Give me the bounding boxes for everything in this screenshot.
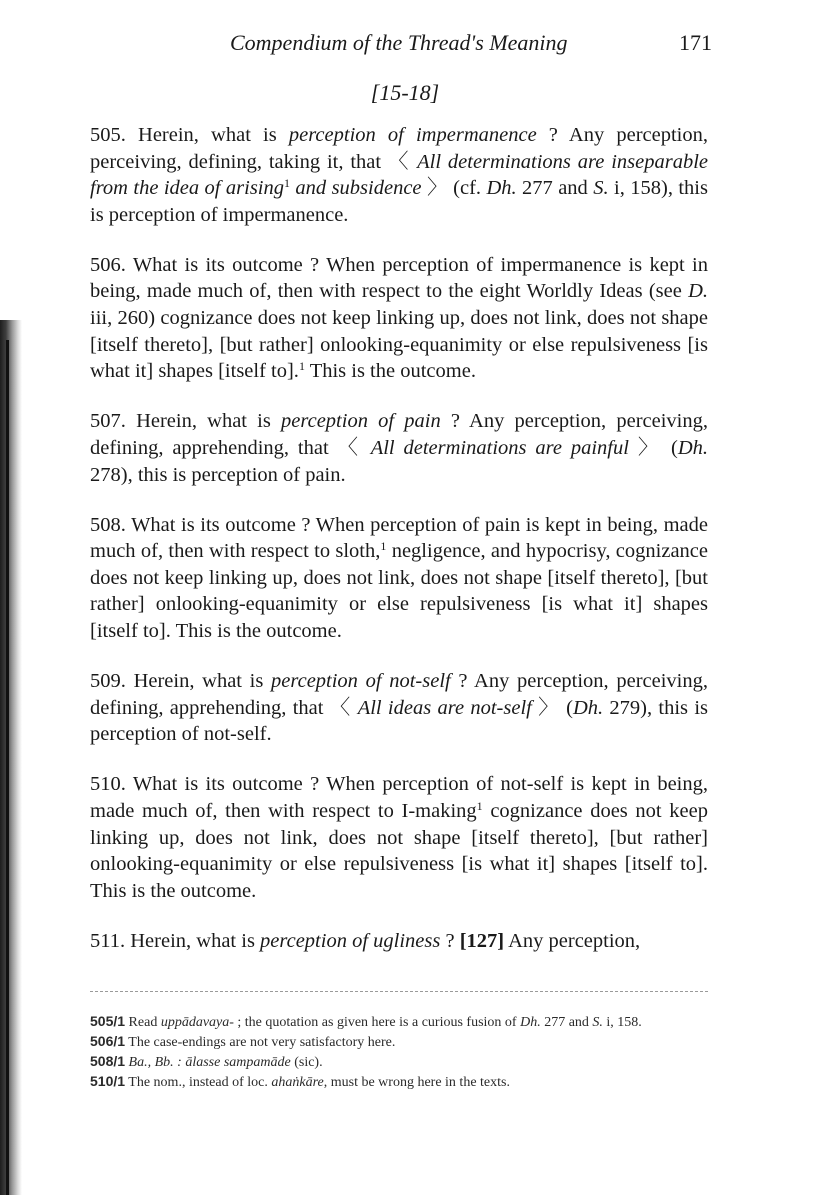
text-reference: D. bbox=[688, 280, 708, 303]
footnote-label: 505/1 bbox=[90, 1013, 126, 1029]
italic-quote: All determinations are inseparable from the idea of arising bbox=[90, 150, 709, 200]
paragraph-511 bbox=[90, 928, 708, 955]
text-run: What is its outcome ? When perception of not-self is kept in being, made much of, then with respect to I-making bbox=[90, 773, 708, 822]
text-run: 277 and bbox=[516, 177, 594, 200]
text-run: Any perception, bbox=[504, 929, 641, 952]
text-reference: Dh. bbox=[677, 436, 708, 459]
text-run: What is its outcome ? When perception of impermanence is kept in being, made much of, then with respect to the eight Worldly Ideas (see bbox=[90, 253, 708, 303]
text-run: 〉 ( bbox=[628, 436, 678, 459]
text-run: 277 and bbox=[540, 1015, 593, 1030]
italic-term: perception of pain bbox=[281, 410, 441, 433]
text-reference: S. bbox=[592, 1015, 603, 1030]
text-run: cognizance does not keep linking up, does not link, does not shape [itself thereto], [but rather] onlooking-equanimity or else repulsiveness [is what it] shapes [itself to]. This is the outcome. bbox=[90, 799, 708, 902]
footnote-marker: 1 bbox=[476, 798, 483, 813]
paragraph-number: 511. bbox=[90, 929, 126, 952]
paragraph-number: 505. bbox=[90, 124, 126, 146]
footnote-marker: 1 bbox=[380, 539, 387, 554]
page-number: 171 bbox=[679, 30, 712, 55]
footnotes bbox=[90, 1012, 708, 1092]
text-run: Herein, what is bbox=[133, 670, 272, 693]
paragraph-509 bbox=[90, 668, 708, 748]
paragraph-number: 510. bbox=[90, 773, 126, 796]
binding-shadow bbox=[0, 320, 22, 1195]
text-run: Herein, what is bbox=[138, 124, 289, 146]
page-header bbox=[230, 30, 712, 60]
text-run: ? Any perception, perceiving, defining, apprehending, that 〈 bbox=[90, 410, 709, 459]
text-reference: S. bbox=[593, 177, 609, 200]
italic-term: perception of ugliness bbox=[260, 929, 441, 952]
italic-quote: and subsidence bbox=[290, 177, 422, 200]
text-run: ? Any perception, perceiving, defining, taking it, that 〈 bbox=[90, 124, 709, 173]
italic-term: perception of not-self bbox=[271, 670, 451, 693]
footnote-510-1 bbox=[90, 1072, 708, 1092]
footnote-506-1 bbox=[90, 1032, 708, 1052]
footnote-label: 510/1 bbox=[90, 1073, 126, 1089]
text-run: (sic). bbox=[290, 1055, 323, 1070]
text-run: 279), this is perception of not-self. bbox=[90, 696, 708, 746]
text-run: 278), this is perception of pain. bbox=[90, 463, 346, 486]
paragraph-505 bbox=[90, 122, 708, 228]
text-run: What is its outcome ? When perception of pain is kept in being, made much of, then with respect to sloth, bbox=[90, 513, 708, 563]
section-range: [15-18] bbox=[370, 80, 440, 105]
paragraph-number: 506. bbox=[90, 253, 126, 276]
footnote-505-1 bbox=[90, 1012, 708, 1032]
paragraph-510 bbox=[90, 771, 708, 904]
text-run: 〉 ( bbox=[531, 696, 573, 719]
italic-term: uppādavaya- bbox=[160, 1015, 234, 1030]
footnote-508-1 bbox=[90, 1052, 708, 1072]
text-run: The case-endings are not very satisfactory here. bbox=[125, 1035, 396, 1050]
text-run: , must be wrong here in the texts. bbox=[323, 1075, 510, 1090]
footnote-label: 508/1 bbox=[90, 1053, 126, 1069]
paragraph-number: 509. bbox=[90, 670, 126, 693]
text-reference: Dh. bbox=[520, 1015, 541, 1030]
running-title: Compendium of the Thread's Meaning bbox=[230, 30, 568, 55]
text-run: ? Any perception, perceiving, defining, apprehending, that 〈 bbox=[90, 670, 709, 719]
italic-quote: All ideas are not-self bbox=[357, 696, 532, 719]
italic-quote: All determinations are painful bbox=[370, 436, 629, 459]
paragraph-508 bbox=[90, 512, 708, 645]
text-run: negligence, and hypocrisy, cognizance does not keep linking up, does not link, does not shape [itself thereto], [but rather] onlooking-equanimity or else repulsiveness [is what it] shapes [itself to]. This is the outcome. bbox=[90, 540, 709, 642]
text-run: i, 158. bbox=[602, 1015, 642, 1030]
text-run: ? bbox=[440, 929, 460, 952]
text-run: ; the quotation as given here is a curious fusion of bbox=[233, 1015, 521, 1030]
italic-term: perception of impermanence bbox=[288, 124, 537, 146]
paragraph-507 bbox=[90, 408, 708, 488]
text-run: The nom., instead of loc. bbox=[125, 1075, 272, 1090]
text-reference: Dh. bbox=[572, 696, 604, 719]
text-run: Read bbox=[125, 1015, 161, 1030]
text-run: This is the outcome. bbox=[304, 360, 476, 383]
binding-edge bbox=[6, 340, 9, 1195]
text-run: i, 158), this is perception of impermanence. bbox=[90, 177, 708, 226]
text-run: Herein, what is bbox=[136, 410, 282, 433]
italic-term: Ba., Bb. : ālasse sampamāde bbox=[128, 1055, 291, 1070]
paragraph-number: 508. bbox=[90, 513, 126, 536]
italic-term: ahaṅkāre bbox=[271, 1075, 324, 1090]
text-run: iii, 260) cognizance does not keep linking up, does not link, does not shape [itself thereto], [but rather] onlooking-equanimity or else repulsiveness [is what it] shapes [itself to]. bbox=[90, 307, 708, 383]
paragraph-506 bbox=[90, 252, 708, 385]
footnote-separator bbox=[90, 991, 708, 992]
text-run: 〉 (cf. bbox=[421, 177, 487, 200]
body-text bbox=[90, 122, 708, 978]
footnote-marker: 1 bbox=[298, 359, 305, 374]
paragraph-number: 507. bbox=[90, 410, 126, 433]
footnote-marker: 1 bbox=[284, 176, 290, 191]
footnote-label: 506/1 bbox=[90, 1033, 126, 1049]
text-reference: Dh. bbox=[486, 177, 517, 200]
text-run: Herein, what is bbox=[130, 929, 261, 952]
page-reference: [127] bbox=[459, 929, 505, 952]
